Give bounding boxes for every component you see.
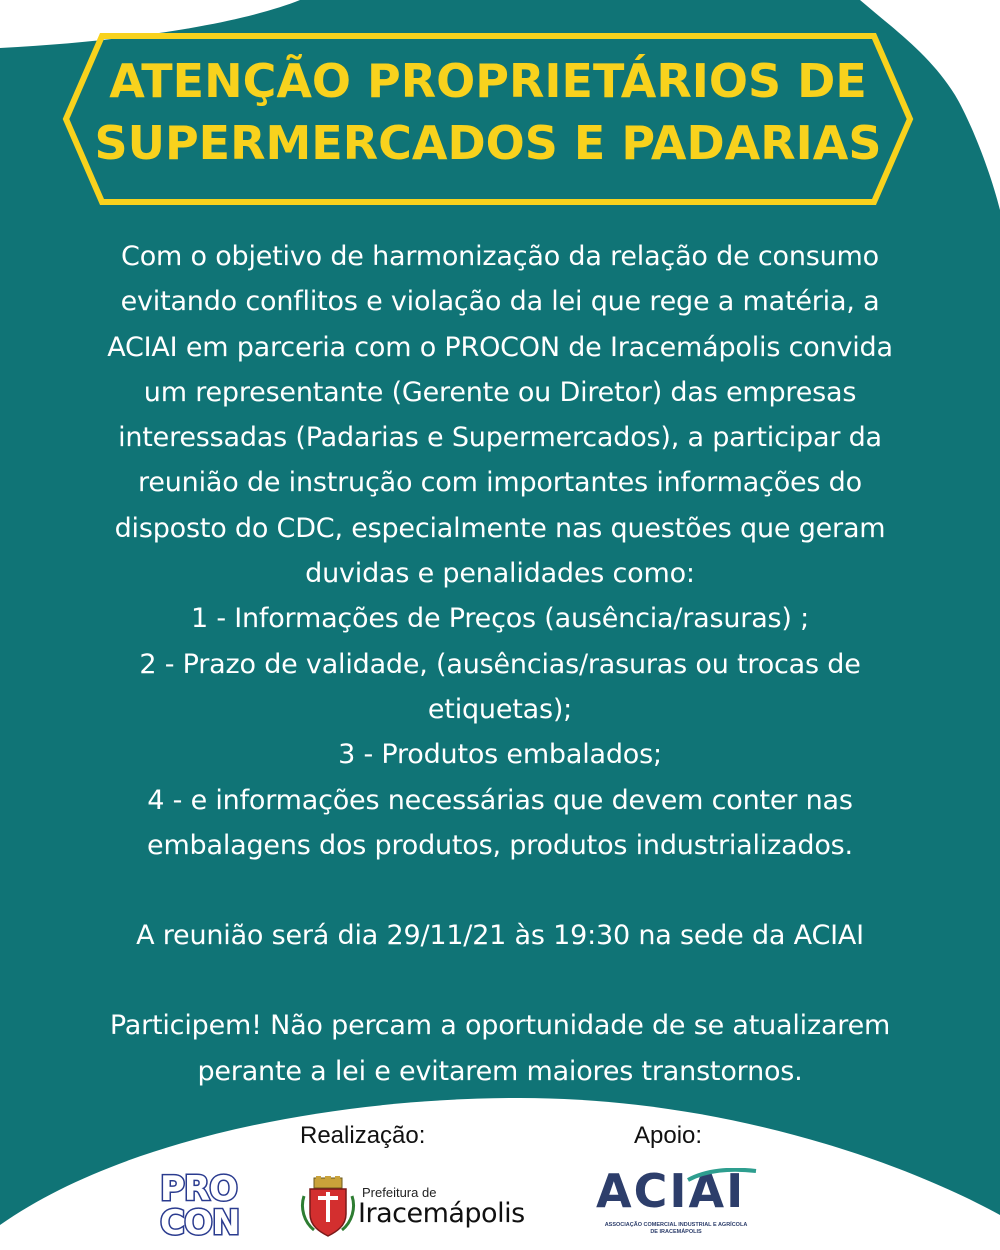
closing-line-2: perante a lei e evitarem maiores transtornos. — [197, 1055, 803, 1087]
body-line: evitando conflitos e violação da lei que rege a matéria, a — [120, 286, 880, 318]
aciai-subtitle — [596, 1222, 756, 1236]
realizacao-label: Realização: — [300, 1122, 426, 1149]
list-item-2: 2 - Prazo de validade, (ausências/rasuras ou trocas de — [139, 648, 861, 680]
list-item-2-cont: etiquetas); — [427, 693, 573, 725]
title-line-2: SUPERMERCADOS E PADARIAS — [94, 116, 882, 170]
procon-logo-line1: PRO — [160, 1169, 238, 1209]
prefeitura-small-text: Prefeitura de — [362, 1185, 437, 1200]
body-line: um representante (Gerente ou Diretor) das empresas — [143, 376, 857, 408]
title-line-1: ATENÇÃO PROPRIETÁRIOS DE — [109, 54, 867, 108]
list-item-4-cont: embalagens dos produtos, produtos industrializados. — [147, 829, 853, 861]
city-crest-icon — [300, 1176, 356, 1238]
list-item-4: 4 - e informações necessárias que devem conter nas — [147, 784, 853, 816]
body-line: reunião de instrução com importantes informações do — [138, 467, 862, 499]
list-item-3: 3 - Produtos embalados; — [338, 739, 662, 771]
prefeitura-name: Iracemápolis — [358, 1198, 525, 1229]
body-line: interessadas (Padarias e Supermercados), a participar da — [118, 422, 882, 454]
announcement-body — [0, 234, 1000, 1094]
aciai-subtitle-line2: DE IRACEMÁPOLIS — [650, 1229, 702, 1235]
aciai-subtitle-line1: ASSOCIAÇÃO COMERCIAL INDUSTRIAL E AGRÍCOLA — [604, 1222, 748, 1228]
body-line: duvidas e penalidades como: — [305, 558, 695, 590]
body-line: disposto do CDC, especialmente nas questões que geram — [114, 512, 886, 544]
aciai-logo: ACIAI — [596, 1164, 746, 1218]
procon-logo-line2: CON — [160, 1203, 240, 1243]
body-line: Com o objetivo de harmonização da relação de consumo — [121, 241, 879, 272]
page-title — [62, 50, 914, 174]
procon-logo — [160, 1169, 268, 1243]
apoio-label: Apoio: — [634, 1122, 703, 1149]
list-item-1: 1 - Informações de Preços (ausência/rasuras) ; — [190, 603, 810, 635]
aciai-swoosh-icon — [596, 1168, 766, 1182]
meeting-info: A reunião será dia 29/11/21 às 19:30 na sede da ACIAI — [136, 920, 864, 952]
closing-line-1: Participem! Não percam a oportunidade de se atualizarem — [109, 1010, 891, 1042]
body-line: ACIAI em parceria com o PROCON de Iracemápolis convida — [107, 331, 893, 363]
